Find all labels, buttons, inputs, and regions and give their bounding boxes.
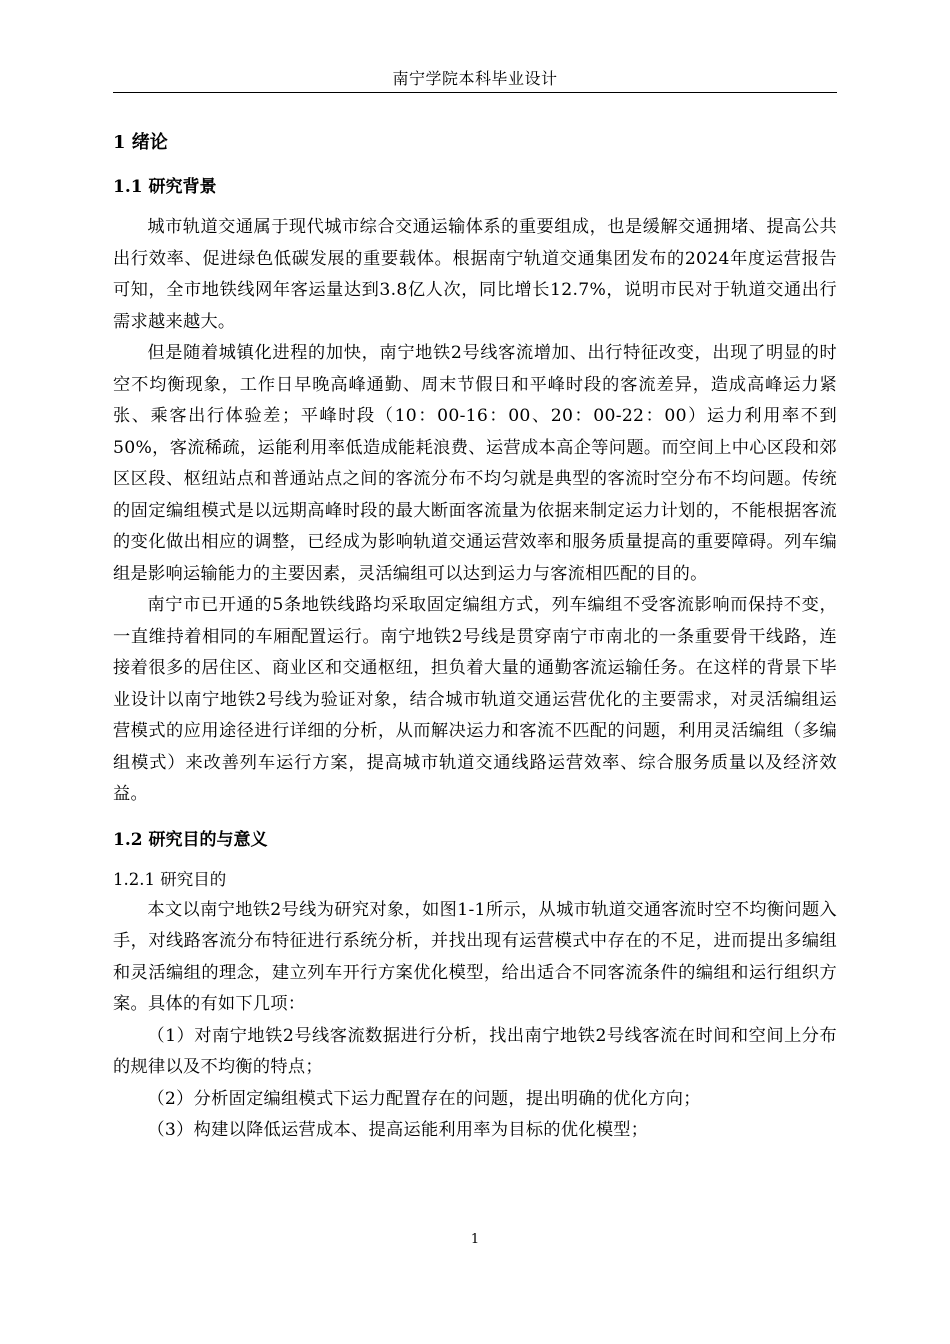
paragraph: 城市轨道交通属于现代城市综合交通运输体系的重要组成，也是缓解交通拥堵、提高公共出行效率、促进绿色低碳发展的重要载体。根据南宁轨道交通集团发布的2024年度运营报告可知，全市地铁线网年客运量达到3.8亿人次，同比增长12.7%，说明市民对于轨道交通出行需求越来越大。 — [113, 217, 837, 332]
page-number: 1 — [470, 1232, 480, 1247]
list-item: （3）构建以降低运营成本、提高运能利用率为目标的优化模型； — [147, 1120, 649, 1140]
list-item: （1）对南宁地铁2号线客流数据进行分析，找出南宁地铁2号线客流在时间和空间上分布的规律以及不均衡的特点； — [113, 1025, 837, 1077]
paragraph: 南宁市已开通的5条地铁线路均采取固定编组方式，列车编组不受客流影响而保持不变，一直维持着相同的车厢配置运行。南宁地铁2号线是贯穿南宁市南北的一条重要骨干线路，连接着很多的居住区、商业区和交通枢纽，担负着大量的通勤客流运输任务。在这样的背景下毕业设计以南宁地铁2号线为验证对象，结合城市轨道交通运营优化的主要需求，对灵活编组运营模式的应用途径进行详细的分析，从而解决运力和客流不匹配的问题，利用灵活编组（多编组模式）来改善列车运行方案，提高城市轨道交通线路运营效率、综合服务质量以及经济效益。 — [113, 595, 837, 804]
header-title: 南宁学院本科毕业设计 — [392, 69, 558, 88]
list-item: （2）分析固定编组模式下运力配置存在的问题，提出明确的优化方向； — [147, 1088, 701, 1109]
paragraph: 但是随着城镇化进程的加快，南宁地铁2号线客流增加、出行特征改变，出现了明显的时空不均衡现象，工作日早晚高峰通勤、周末节假日和平峰时段的客流差异，造成高峰运力紧张、乘客出行体验差；平峰时段（10：00-16：00、20：00-22：00）运力利用率不到50%，客流稀疏，运能利用率低造成能耗浪费、运营成本高企等问题。而空间上中心区段和郊区区段、枢纽站点和普通站点之间的客流分布不均匀就是典型的客流时空分布不均问题。传统的固定编组模式是以远期高峰时段的最大断面客流量为依据来制定运力计划的，不能根据客流的变化做出相应的调整，已经成为影响轨道交通运营效率和服务质量提高的重要障碍。列车编组是影响运输能力的主要因素，灵活编组可以达到运力与客流相匹配的目的。 — [113, 343, 837, 584]
section-title-1-1: 1.1 研究背景 — [113, 177, 217, 197]
section-title-1-2: 1.2 研究目的与意义 — [113, 829, 268, 850]
paragraph: 本文以南宁地铁2号线为研究对象，如图1-1所示，从城市轨道交通客流时空不均衡问题入手，对线路客流分布特征进行系统分析，并找出现有运营模式中存在的不足，进而提出多编组和灵活编组的理念，建立列车开行方案优化模型，给出适合不同客流条件的编组和运行组织方案。具体的有如下几项： — [113, 899, 837, 1014]
page-footer — [0, 1232, 950, 1247]
subsection-title-1-2-1: 1.2.1 研究目的 — [113, 869, 227, 889]
page-header — [113, 66, 837, 93]
chapter-title: 1 绪论 — [113, 132, 168, 153]
page-body — [113, 128, 837, 1147]
